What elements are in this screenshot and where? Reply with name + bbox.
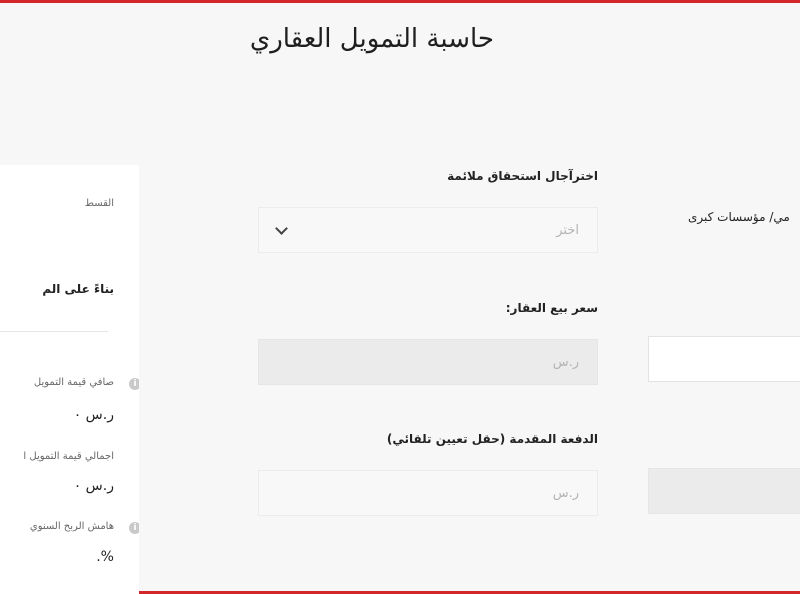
down-payment-placeholder: ر.س <box>552 485 579 501</box>
results-card <box>0 165 139 594</box>
top-border <box>0 0 800 3</box>
employer-type-label: مي/ مؤسسات كبرى <box>688 210 790 224</box>
results-divider <box>0 331 108 332</box>
annual-margin-label: هامش الربح السنوي <box>29 521 114 532</box>
total-financing-value: ر.س ٠ <box>73 478 114 494</box>
sale-price-placeholder: ر.س <box>552 354 579 370</box>
down-payment-label: الدفعة المقدمة (حقل تعيين تلقائي) <box>386 432 598 446</box>
installment-label: القسط <box>84 198 114 209</box>
maturity-age-placeholder: اختر <box>556 222 579 238</box>
net-financing-value: ر.س ٠ <box>73 407 114 423</box>
sale-price-label: سعر بيع العقار: <box>505 301 598 315</box>
net-financing-label: صافي قيمة التمويل <box>33 377 114 388</box>
annual-margin-value: %. <box>96 549 114 565</box>
page-title: حاسبة التمويل العقاري <box>249 24 494 54</box>
info-icon[interactable]: i <box>129 522 139 534</box>
right-column-input-filled[interactable] <box>648 468 800 514</box>
chevron-down-icon <box>275 222 288 235</box>
maturity-age-label: اخترآجال استحقاق ملائمة <box>447 169 598 183</box>
down-payment-input[interactable] <box>258 470 598 516</box>
sale-price-input[interactable] <box>258 339 598 385</box>
total-financing-label: اجمالي قيمة التمويل ا <box>23 451 114 462</box>
info-icon[interactable]: i <box>129 378 139 390</box>
based-on-label: بناءً على الم <box>42 282 114 296</box>
right-column-input[interactable] <box>648 336 800 382</box>
maturity-age-select[interactable] <box>258 207 598 253</box>
